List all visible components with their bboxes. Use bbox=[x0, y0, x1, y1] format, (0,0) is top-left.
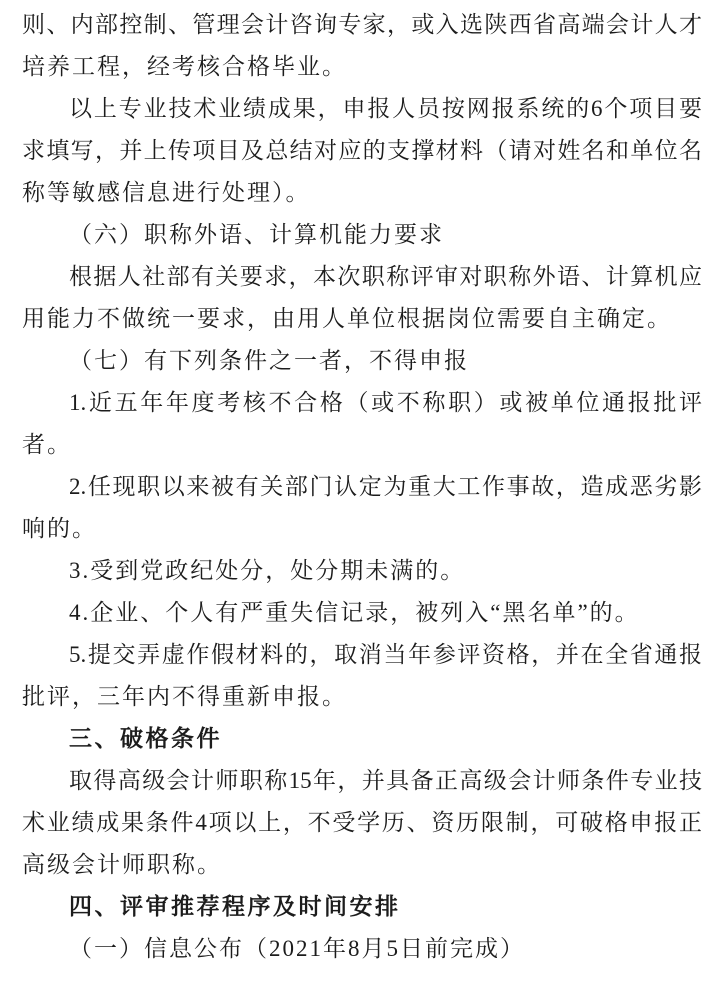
doc-line: 取得高级会计师职称15年，并具备正高级会计师条件专业技 bbox=[69, 768, 702, 793]
document-page bbox=[22, 4, 702, 970]
doc-line: 根据人社部有关要求，本次职称评审对职称外语、计算机应 bbox=[69, 264, 702, 289]
subsection-heading-4-1: （一）信息公布（2021年8月5日前完成） bbox=[69, 936, 525, 961]
list-item-5: 5.提交弄虚作假材料的，取消当年参评资格，并在全省通报 bbox=[69, 642, 702, 667]
section-heading-3: 三、破格条件 bbox=[69, 726, 222, 751]
list-item-3: 3.受到党政纪处分，处分期未满的。 bbox=[69, 558, 466, 583]
doc-line: 术业绩成果条件4项以上，不受学历、资历限制，可破格申报正 bbox=[22, 810, 702, 835]
doc-line: 则、内部控制、管理会计咨询专家，或入选陕西省高端会计人才 bbox=[22, 12, 702, 37]
doc-line: 称等敏感信息进行处理）。 bbox=[22, 180, 311, 205]
doc-line: 批评，三年内不得重新申报。 bbox=[22, 684, 347, 709]
doc-line: 响的。 bbox=[22, 516, 97, 541]
doc-line: 用能力不做统一要求，由用人单位根据岗位需要自主确定。 bbox=[22, 306, 672, 331]
list-item-2: 2.任现职以来被有关部门认定为重大工作事故，造成恶劣影 bbox=[69, 474, 702, 499]
subsection-heading-6: （六）职称外语、计算机能力要求 bbox=[69, 222, 444, 247]
list-item-4: 4.企业、个人有严重失信记录，被列入“黑名单”的。 bbox=[69, 600, 640, 625]
doc-line: 以上专业技术业绩成果，申报人员按网报系统的6个项目要 bbox=[69, 96, 702, 121]
subsection-heading-7: （七）有下列条件之一者，不得申报 bbox=[69, 348, 469, 373]
list-item-1: 1.近五年年度考核不合格（或不称职）或被单位通报批评 bbox=[69, 390, 702, 415]
doc-line: 求填写，并上传项目及总结对应的支撑材料（请对姓名和单位名 bbox=[22, 138, 702, 163]
doc-line: 培养工程，经考核合格毕业。 bbox=[22, 54, 347, 79]
doc-line: 高级会计师职称。 bbox=[22, 852, 222, 877]
section-heading-4: 四、评审推荐程序及时间安排 bbox=[69, 894, 401, 919]
doc-line: 者。 bbox=[22, 432, 72, 457]
